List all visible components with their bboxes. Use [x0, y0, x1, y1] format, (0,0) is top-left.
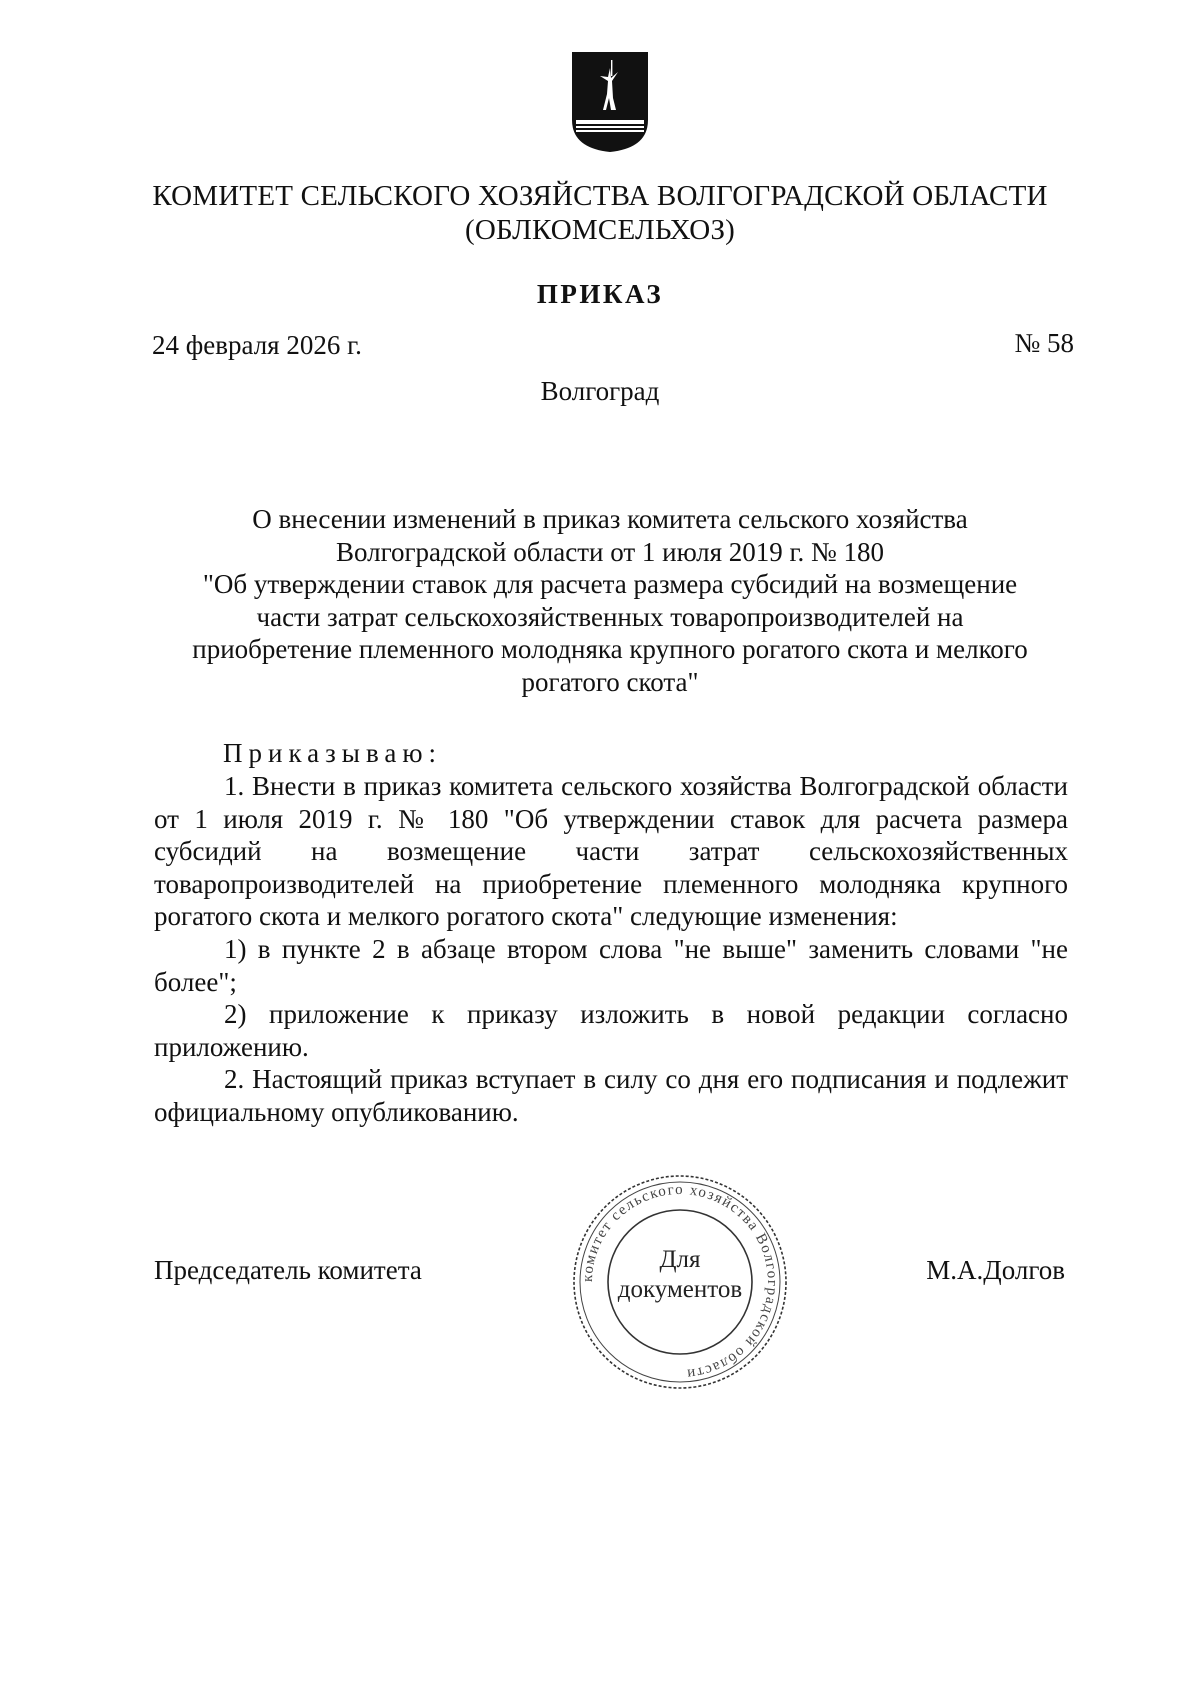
- document-body: [154, 770, 1068, 1129]
- order-word: Приказываю:: [223, 738, 442, 768]
- subject-line: рогатого скота": [521, 666, 699, 697]
- document-number: № 58: [1014, 328, 1074, 358]
- document-subject: [150, 503, 1070, 698]
- organization-abbreviation: (ОБЛКОМСЕЛЬХОЗ): [464, 214, 736, 246]
- stamp-line: Для: [659, 1246, 701, 1273]
- subject-line: Волгоградской области от 1 июля 2019 г. № 180: [335, 536, 885, 567]
- subject-line: О внесении изменений в приказ комитета сельского хозяйства: [252, 504, 968, 534]
- signatory-name: М.А.Долгов: [926, 1255, 1065, 1285]
- body-paragraph: 2) приложение к приказу изложить в новой редакции согласно приложению.: [154, 999, 1068, 1062]
- subject-line: части затрат сельскохозяйственных товаропроизводителей на: [256, 601, 964, 632]
- signatory-title: Председатель комитета: [154, 1255, 422, 1285]
- body-paragraph: 1) в пункте 2 в абзаце втором слова "не выше" заменить словами "не более";: [154, 933, 1068, 997]
- document-city: Волгоград: [540, 376, 660, 406]
- body-paragraph: 1. Внести в приказ комитета сельского хозяйства Волгоградской области от 1 июля 2019 г. № 180 "Об утверждении ставок для расчета размера субсидий на возмещение части затрат сельскохозяйственных товаропроизводителей на приобретение племенного молодняка крупного рогатого скота и мелкого рогатого скота" следующие изменения:: [154, 771, 1068, 932]
- organization-name: КОМИТЕТ СЕЛЬСКОГО ХОЗЯЙСТВА ВОЛГОГРАДСКОЙ ОБЛАСТИ: [152, 180, 1048, 212]
- stamp-ring-text: комитет сельского хозяйства Волгоградской области: [579, 1181, 781, 1382]
- stamp-line: документов: [617, 1276, 743, 1303]
- volgograd-coat-of-arms-icon: [570, 50, 650, 154]
- document-date: 24 февраля 2026 г.: [152, 330, 362, 360]
- subject-line: приобретение племенного молодняка крупного рогатого скота и мелкого: [192, 634, 1028, 664]
- stamp-center-text: [568, 1245, 792, 1305]
- subject-line: "Об утверждении ставок для расчета размера субсидий на возмещение: [202, 569, 1018, 599]
- body-paragraph: 2. Настоящий приказ вступает в силу со дня его подписания и подлежит официальному опубликованию.: [154, 1064, 1068, 1127]
- document-type: ПРИКАЗ: [536, 279, 664, 309]
